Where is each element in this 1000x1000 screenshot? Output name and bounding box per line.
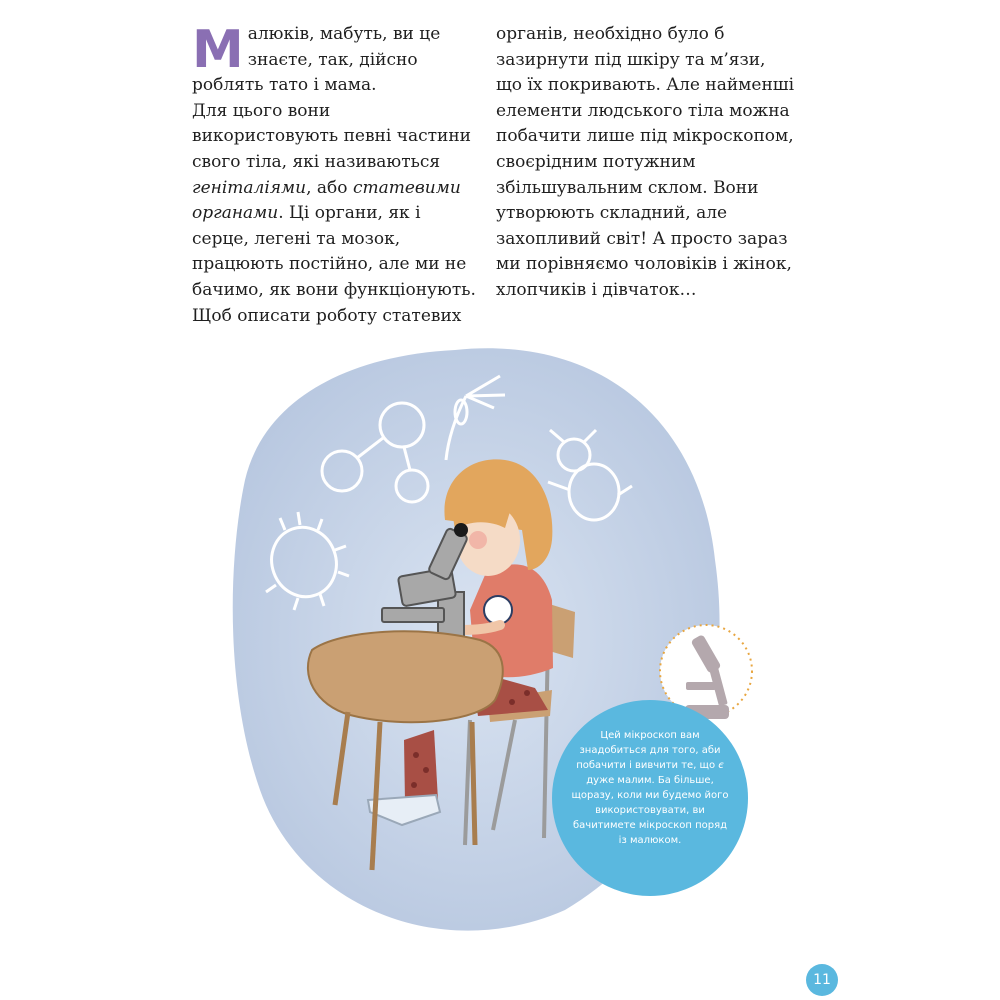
paragraph-organs: Для цього вони використовують певні частини свого тіла, які називаються геніталіями, або статевими органами. Ці органи, як і серце, легені та мозок, працюють постійно, але ми не бачимо, як вони функціонують. Щоб описати роботу статевих	[192, 100, 476, 326]
term-sex-organs: статевими органами	[192, 177, 461, 224]
paragraph-intro: Малюків, мабуть, ви це знаєте, так, дійсно роблять тато і мама.	[192, 20, 441, 96]
page-number: 11	[806, 964, 838, 996]
info-bubble-text: Цей мікроскоп вам знадобиться для того, аби побачити і вивчити те, що є дуже малим. Ба більше, щоразу, коли ми будемо його використовувати, ви бачитимете мікроскоп поряд із малюком.	[571, 730, 729, 846]
term-genitals: геніталіями	[192, 177, 307, 198]
tshirt-logo	[484, 596, 512, 624]
table-top	[308, 631, 503, 722]
drop-cap: М	[192, 20, 244, 80]
paragraph-microscope: органів, необхідно було б зазирнути під шкіру та м’язи, що їх покривають. Але найменші елементи людського тіла можна побачити лише під мікроскопом, своєрідним потужним збільшувальним склом. Вони утворюють складний, але захопливий світ! А просто зараз ми порівняємо чоловіків і жінок, хлопчиків і дівчаток…	[496, 24, 795, 300]
